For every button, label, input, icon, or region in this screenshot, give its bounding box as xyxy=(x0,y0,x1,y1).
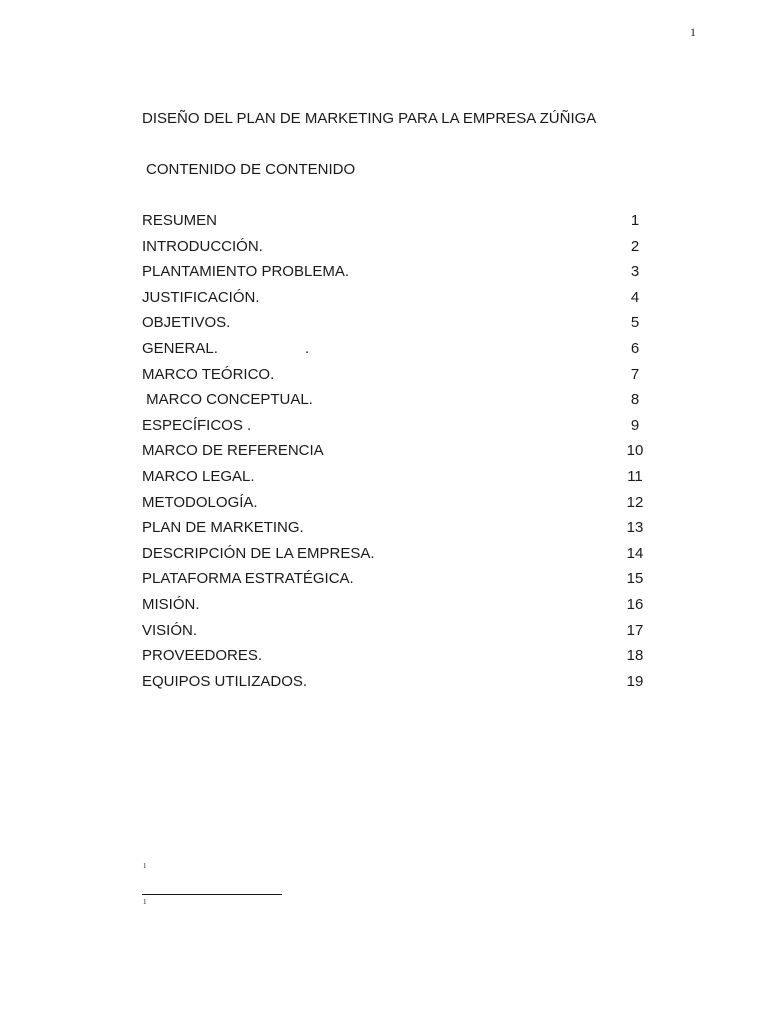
toc-entry-equipos-utilizados[interactable] xyxy=(142,669,662,695)
toc-entry-page: 3 xyxy=(630,263,640,281)
toc-entry-label: ESPECÍFICOS . xyxy=(142,416,252,434)
toc-entry-objetivos[interactable] xyxy=(142,310,662,336)
toc-entry-page: 18 xyxy=(626,647,644,665)
toc-entry-general[interactable] xyxy=(142,336,662,362)
toc-entry-plataforma-estrategica[interactable] xyxy=(142,566,662,592)
footnote-separator xyxy=(142,894,282,895)
toc-entry-descripcion-de-la-empresa[interactable] xyxy=(142,541,662,567)
page-number: 1 xyxy=(690,25,696,39)
toc-entry-marco-conceptual[interactable] xyxy=(142,387,662,413)
toc-entry-label: DESCRIPCIÓN DE LA EMPRESA. xyxy=(142,544,375,562)
toc-entry-page: 7 xyxy=(630,365,640,383)
toc-entry-plan-de-marketing[interactable] xyxy=(142,515,662,541)
toc-entry-label: VISIÓN. xyxy=(142,621,198,639)
toc-entry-vision[interactable] xyxy=(142,618,662,644)
toc-entry-introduccion[interactable] xyxy=(142,234,662,260)
toc-entry-page: 4 xyxy=(630,288,640,306)
toc-entry-label: PROVEEDORES. xyxy=(142,647,263,665)
toc-entry-label: JUSTIFICACIÓN. xyxy=(142,288,260,306)
table-of-contents xyxy=(142,208,662,694)
toc-entry-especificos[interactable] xyxy=(142,413,662,439)
toc-entry-proveedores[interactable] xyxy=(142,643,662,669)
toc-entry-justificacion[interactable] xyxy=(142,285,662,311)
toc-entry-marco-legal[interactable] xyxy=(142,464,662,490)
toc-entry-label: PLANTAMIENTO PROBLEMA. xyxy=(142,263,349,281)
toc-entry-page: 19 xyxy=(626,672,644,690)
toc-entry-page: 10 xyxy=(626,442,644,460)
toc-entry-label: MARCO LEGAL. xyxy=(142,467,255,485)
toc-entry-page: 15 xyxy=(626,570,644,588)
toc-entry-marco-teorico[interactable] xyxy=(142,362,662,388)
toc-entry-page: 17 xyxy=(626,621,644,639)
toc-entry-label: MARCO DE REFERENCIA xyxy=(142,442,324,460)
toc-entry-page: 13 xyxy=(626,519,644,537)
toc-entry-page: 16 xyxy=(626,595,644,613)
toc-entry-page: 2 xyxy=(630,237,640,255)
toc-entry-page: 1 xyxy=(630,212,640,229)
toc-entry-label: MARCO CONCEPTUAL. xyxy=(142,391,313,409)
toc-heading: CONTENIDO DE CONTENIDO xyxy=(146,161,356,178)
toc-entry-label: RESUMEN xyxy=(142,212,218,229)
toc-entry-label: GENERAL. xyxy=(142,339,218,357)
toc-entry-label: OBJETIVOS. xyxy=(142,314,231,332)
toc-entry-marco-de-referencia[interactable] xyxy=(142,438,662,464)
footnote-marker: 1 xyxy=(143,898,147,906)
toc-entry-stray-dot: . xyxy=(305,339,310,357)
document-title: DISEÑO DEL PLAN DE MARKETING PARA LA EMPRESA ZÚÑIGA xyxy=(142,110,597,127)
toc-entry-metodologia[interactable] xyxy=(142,490,662,516)
toc-entry-page: 9 xyxy=(630,416,640,434)
toc-entry-label: PLAN DE MARKETING. xyxy=(142,519,304,537)
toc-entry-page: 14 xyxy=(626,544,644,562)
toc-entry-label: INTRODUCCIÓN. xyxy=(142,237,263,255)
toc-entry-page: 5 xyxy=(630,314,640,332)
toc-entry-label: METODOLOGÍA. xyxy=(142,493,258,511)
toc-entry-page: 6 xyxy=(630,339,640,357)
toc-entry-resumen[interactable] xyxy=(142,208,662,234)
toc-entry-label: PLATAFORMA ESTRATÉGICA. xyxy=(142,570,354,588)
footnote-reference-marker: 1 xyxy=(143,862,147,870)
toc-entry-page: 12 xyxy=(626,493,644,511)
toc-entry-mision[interactable] xyxy=(142,592,662,618)
toc-entry-label: MISIÓN. xyxy=(142,595,200,613)
toc-entry-page: 11 xyxy=(627,467,643,485)
toc-entry-label: MARCO TEÓRICO. xyxy=(142,365,275,383)
toc-entry-label: EQUIPOS UTILIZADOS. xyxy=(142,672,308,690)
toc-entry-page: 8 xyxy=(630,391,640,409)
toc-entry-plantamiento-problema[interactable] xyxy=(142,259,662,285)
